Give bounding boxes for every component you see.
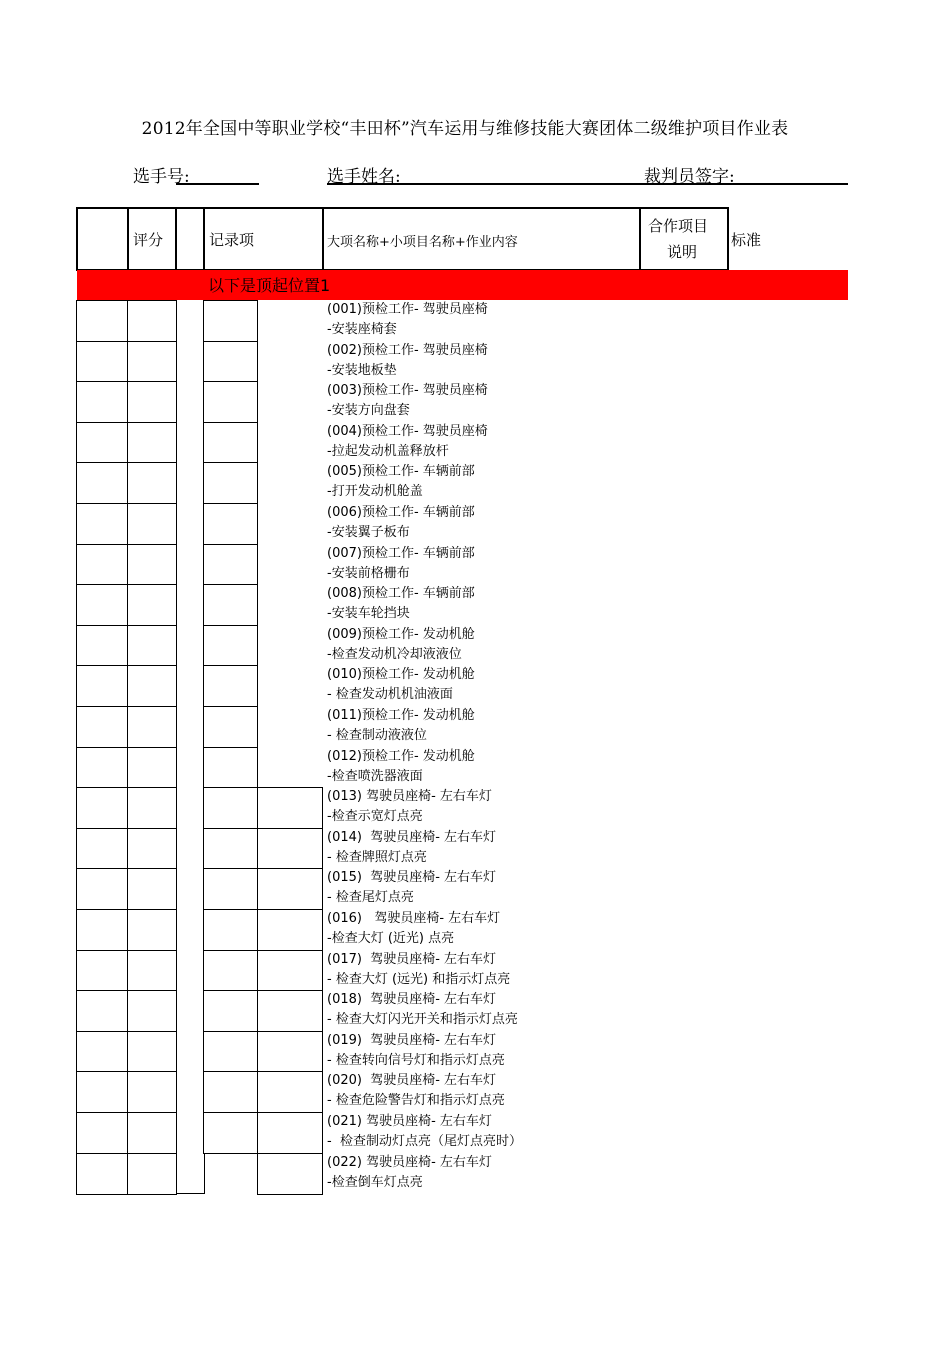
- row-record-cell[interactable]: [203, 868, 258, 910]
- row-blank-cell[interactable]: [76, 950, 129, 992]
- row-record-cell[interactable]: [203, 544, 258, 586]
- item-title: (011)预检工作- 发动机舱: [327, 708, 475, 723]
- row-record-cell[interactable]: [203, 503, 258, 545]
- header-coop-line1: 合作项目: [648, 217, 709, 235]
- item-task: - 检查大灯闪光开关和指示灯点亮: [327, 1012, 518, 1027]
- row-record-cell[interactable]: [203, 462, 258, 504]
- row-record-extra-cell[interactable]: [257, 909, 323, 951]
- row-record-cell[interactable]: [203, 747, 258, 789]
- header-standard: 标准: [731, 231, 762, 249]
- item-task: -拉起发动机盖释放杆: [327, 444, 449, 459]
- item-title: (021) 驾驶员座椅- 左右车灯: [327, 1114, 492, 1129]
- row-record-cell[interactable]: [203, 625, 258, 667]
- row-record-extra-cell[interactable]: [257, 990, 323, 1032]
- row-blank-cell[interactable]: [76, 787, 129, 829]
- row-score-cell[interactable]: [127, 1071, 177, 1113]
- row-record-cell[interactable]: [203, 300, 258, 342]
- item-title: (010)预检工作- 发动机舱: [327, 667, 475, 682]
- item-task: -安装翼子板布: [327, 525, 410, 540]
- item-task: -检查示宽灯点亮: [327, 809, 423, 824]
- header-cell-blank: [76, 207, 129, 271]
- row-record-extra-cell[interactable]: [257, 1071, 323, 1113]
- item-task: -安装地板垫: [327, 363, 397, 378]
- item-task: - 检查制动液液位: [327, 728, 427, 743]
- row-blank-cell[interactable]: [76, 706, 129, 748]
- header-record: 记录项: [209, 231, 255, 249]
- item-title: (012)预检工作- 发动机舱: [327, 749, 475, 764]
- row-blank-cell[interactable]: [76, 990, 129, 1032]
- row-score-cell[interactable]: [127, 868, 177, 910]
- row-record-extra-cell[interactable]: [257, 868, 323, 910]
- row-record-extra-cell[interactable]: [257, 950, 323, 992]
- row-score-cell[interactable]: [127, 909, 177, 951]
- row-blank-cell[interactable]: [76, 828, 129, 870]
- item-title: (015) 驾驶员座椅- 左右车灯: [327, 870, 497, 885]
- row-score-cell[interactable]: [127, 665, 177, 707]
- row-record-cell[interactable]: [203, 381, 258, 423]
- judge-sign-label: 裁判员签字:: [644, 167, 735, 187]
- row-blank-cell[interactable]: [76, 1112, 129, 1154]
- item-task: -安装车轮挡块: [327, 606, 410, 621]
- row-score-cell[interactable]: [127, 950, 177, 992]
- row-score-cell[interactable]: [127, 300, 177, 342]
- item-title: (019) 驾驶员座椅- 左右车灯: [327, 1033, 497, 1048]
- item-task: -检查喷洗器液面: [327, 769, 423, 784]
- item-title: (003)预检工作- 驾驶员座椅: [327, 383, 488, 398]
- item-task: - 检查大灯 (远光) 和指示灯点亮: [327, 972, 511, 987]
- item-task: - 检查牌照灯点亮: [327, 850, 427, 865]
- row-blank-cell[interactable]: [76, 584, 129, 626]
- player-name-underline: [327, 183, 848, 185]
- item-title: (002)预检工作- 驾驶员座椅: [327, 343, 488, 358]
- item-title: (018) 驾驶员座椅- 左右车灯: [327, 992, 497, 1007]
- row-record-cell[interactable]: [203, 422, 258, 464]
- item-title: (005)预检工作- 车辆前部: [327, 464, 475, 479]
- row-record-cell[interactable]: [203, 584, 258, 626]
- item-title: (008)预检工作- 车辆前部: [327, 586, 475, 601]
- row-blank-cell[interactable]: [76, 1153, 129, 1195]
- row-record-extra-cell[interactable]: [257, 1031, 323, 1073]
- row-blank-cell[interactable]: [76, 544, 129, 586]
- row-score-cell[interactable]: [127, 381, 177, 423]
- row-record-cell[interactable]: [203, 1112, 258, 1154]
- narrow-column: [175, 300, 205, 1194]
- row-record-cell[interactable]: [203, 950, 258, 992]
- jack-position-banner: [77, 270, 848, 300]
- player-no-underline: [176, 183, 259, 185]
- jack-position-banner-text: 以下是顶起位置1: [208, 276, 331, 295]
- item-title: (020) 驾驶员座椅- 左右车灯: [327, 1073, 497, 1088]
- row-blank-cell[interactable]: [76, 665, 129, 707]
- row-score-cell[interactable]: [127, 706, 177, 748]
- item-task: - 检查危险警告灯和指示灯点亮: [327, 1093, 505, 1108]
- row-record-extra-cell[interactable]: [257, 1153, 323, 1195]
- row-blank-cell[interactable]: [76, 300, 129, 342]
- item-title: (016) 驾驶员座椅- 左右车灯: [327, 911, 501, 926]
- item-title: (004)预检工作- 驾驶员座椅: [327, 424, 488, 439]
- row-score-cell[interactable]: [127, 828, 177, 870]
- item-task: -打开发动机舱盖: [327, 484, 423, 499]
- row-blank-cell[interactable]: [76, 909, 129, 951]
- row-blank-cell[interactable]: [76, 1071, 129, 1113]
- row-score-cell[interactable]: [127, 625, 177, 667]
- row-score-cell[interactable]: [127, 422, 177, 464]
- item-task: -安装方向盘套: [327, 403, 410, 418]
- row-record-cell[interactable]: [203, 990, 258, 1032]
- row-record-cell[interactable]: [203, 706, 258, 748]
- row-record-cell[interactable]: [203, 787, 258, 829]
- row-score-cell[interactable]: [127, 787, 177, 829]
- row-blank-cell[interactable]: [76, 1031, 129, 1073]
- item-task: - 检查发动机机油液面: [327, 687, 453, 702]
- row-blank-cell[interactable]: [76, 381, 129, 423]
- row-record-extra-cell[interactable]: [257, 1112, 323, 1154]
- item-task: -安装座椅套: [327, 322, 397, 337]
- item-title: (014) 驾驶员座椅- 左右车灯: [327, 830, 497, 845]
- header-content: 大项名称+小项目名称+作业内容: [327, 235, 518, 250]
- row-score-cell[interactable]: [127, 462, 177, 504]
- item-task: -安装前格栅布: [327, 566, 410, 581]
- row-record-cell[interactable]: [203, 341, 258, 383]
- row-blank-cell[interactable]: [76, 462, 129, 504]
- row-score-cell[interactable]: [127, 1153, 177, 1195]
- item-task: - 检查转向信号灯和指示灯点亮: [327, 1053, 505, 1068]
- item-task: -检查发动机冷却液液位: [327, 647, 462, 662]
- row-record-cell[interactable]: [203, 909, 258, 951]
- row-blank-cell[interactable]: [76, 625, 129, 667]
- item-title: (007)预检工作- 车辆前部: [327, 546, 475, 561]
- item-title: (001)预检工作- 驾驶员座椅: [327, 302, 488, 317]
- row-blank-cell[interactable]: [76, 341, 129, 383]
- row-score-cell[interactable]: [127, 1031, 177, 1073]
- item-title: (017) 驾驶员座椅- 左右车灯: [327, 952, 497, 967]
- row-record-extra-cell[interactable]: [257, 828, 323, 870]
- item-task: - 检查制动灯点亮（尾灯点亮时）: [327, 1134, 522, 1149]
- item-task: -检查倒车灯点亮: [327, 1175, 423, 1190]
- header-coop-line2: 说明: [667, 243, 698, 261]
- row-record-cell[interactable]: [203, 828, 258, 870]
- row-score-cell[interactable]: [127, 503, 177, 545]
- row-blank-cell[interactable]: [76, 503, 129, 545]
- row-blank-cell[interactable]: [76, 868, 129, 910]
- row-record-cell[interactable]: [203, 665, 258, 707]
- row-blank-cell[interactable]: [76, 422, 129, 464]
- row-score-cell[interactable]: [127, 1112, 177, 1154]
- header-cell-narrow: [175, 207, 205, 271]
- row-score-cell[interactable]: [127, 747, 177, 789]
- item-title: (009)预检工作- 发动机舱: [327, 627, 475, 642]
- row-record-extra-cell[interactable]: [257, 787, 323, 829]
- item-title: (022) 驾驶员座椅- 左右车灯: [327, 1155, 492, 1170]
- item-title: (006)预检工作- 车辆前部: [327, 505, 475, 520]
- row-score-cell[interactable]: [127, 990, 177, 1032]
- row-score-cell[interactable]: [127, 584, 177, 626]
- item-task: - 检查尾灯点亮: [327, 890, 414, 905]
- row-score-cell[interactable]: [127, 341, 177, 383]
- player-name-label: 选手姓名:: [327, 167, 401, 187]
- row-record-cell[interactable]: [203, 1031, 258, 1073]
- header-score: 评分: [133, 231, 164, 249]
- player-no-label: 选手号:: [133, 167, 190, 187]
- row-blank-cell[interactable]: [76, 747, 129, 789]
- item-task: -检查大灯 (近光) 点亮: [327, 931, 455, 946]
- item-title: (013) 驾驶员座椅- 左右车灯: [327, 789, 492, 804]
- form-title: 2012年全国中等职业学校“丰田杯”汽车运用与维修技能大赛团体二级维护项目作业表: [141, 119, 789, 139]
- row-record-cell[interactable]: [203, 1071, 258, 1113]
- row-score-cell[interactable]: [127, 544, 177, 586]
